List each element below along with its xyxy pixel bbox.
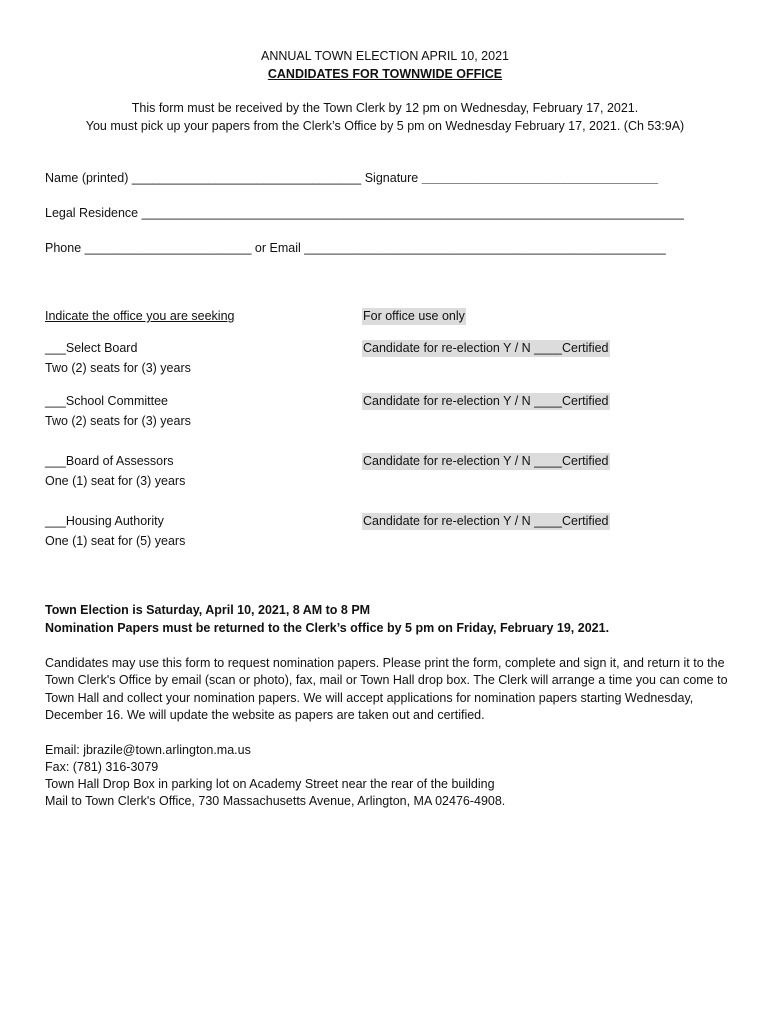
name-field-label: Name (printed) _________________________________ Signature (45, 171, 419, 185)
office-school-committee-seats: Two (2) seats for (3) years (45, 414, 191, 428)
office-select-board-status: Candidate for re-election Y / N ____Certified (362, 340, 610, 357)
nomination-instructions: Candidates may use this form to request nomination papers. Please print the form, complete and sign it, and return it to the Town Clerk's Office by email (scan or photo), fax, mail or Town Hall drop box. The Clerk will arrange a time you can come to Town Hall and collect your nomination papers. We will accept applications for nomination papers starting Wednesday, December 16. We will update the website as papers are taken out and certified. (45, 656, 728, 722)
contact-fax: Fax: (781) 316-3079 (45, 760, 159, 774)
phone-email-line: Phone ________________________ or Email ____________________________________________________ (45, 241, 666, 255)
return-deadline-notice: Nomination Papers must be returned to the Clerk’s office by 5 pm on Friday, February 19, 2021. (45, 621, 610, 635)
office-housing-authority-seats: One (1) seat for (5) years (45, 534, 186, 548)
form-title: ANNUAL TOWN ELECTION APRIL 10, 2021 (260, 49, 509, 63)
instruction-deadline: This form must be received by the Town Clerk by 12 pm on Wednesday, February 17, 2021. (131, 101, 639, 115)
contact-email: Email: jbrazile@town.arlington.ma.us (45, 743, 251, 757)
name-signature-line (45, 170, 658, 187)
office-board-of-assessors: ___Board of Assessors (45, 454, 174, 468)
office-use-header: For office use only (362, 308, 466, 325)
signature-field-line: __________________________________ (421, 171, 659, 185)
instruction-pickup: You must pick up your papers from the Clerk’s Office by 5 pm on Wednesday February 17, 2021. (Ch 53:9A) (85, 119, 685, 133)
office-school-committee: ___School Committee (45, 394, 168, 408)
contact-mail: Mail to Town Clerk's Office, 730 Massachusetts Avenue, Arlington, MA 02476-4908. (45, 794, 506, 808)
office-school-committee-status: Candidate for re-election Y / N ____Certified (362, 393, 610, 410)
office-select-board: ___Select Board (45, 341, 138, 355)
office-board-of-assessors-seats: One (1) seat for (3) years (45, 474, 186, 488)
office-housing-authority-status: Candidate for re-election Y / N ____Certified (362, 513, 610, 530)
legal-residence-line: Legal Residence ______________________________________________________________________________ (45, 206, 684, 220)
office-seeking-header: Indicate the office you are seeking (45, 309, 235, 323)
form-subtitle: CANDIDATES FOR TOWNWIDE OFFICE (267, 67, 503, 81)
office-board-of-assessors-status: Candidate for re-election Y / N ____Certified (362, 453, 610, 470)
office-select-board-seats: Two (2) seats for (3) years (45, 361, 191, 375)
contact-drop-box: Town Hall Drop Box in parking lot on Academy Street near the rear of the building (45, 777, 495, 791)
election-date-notice: Town Election is Saturday, April 10, 2021, 8 AM to 8 PM (45, 603, 371, 617)
office-housing-authority: ___Housing Authority (45, 514, 164, 528)
